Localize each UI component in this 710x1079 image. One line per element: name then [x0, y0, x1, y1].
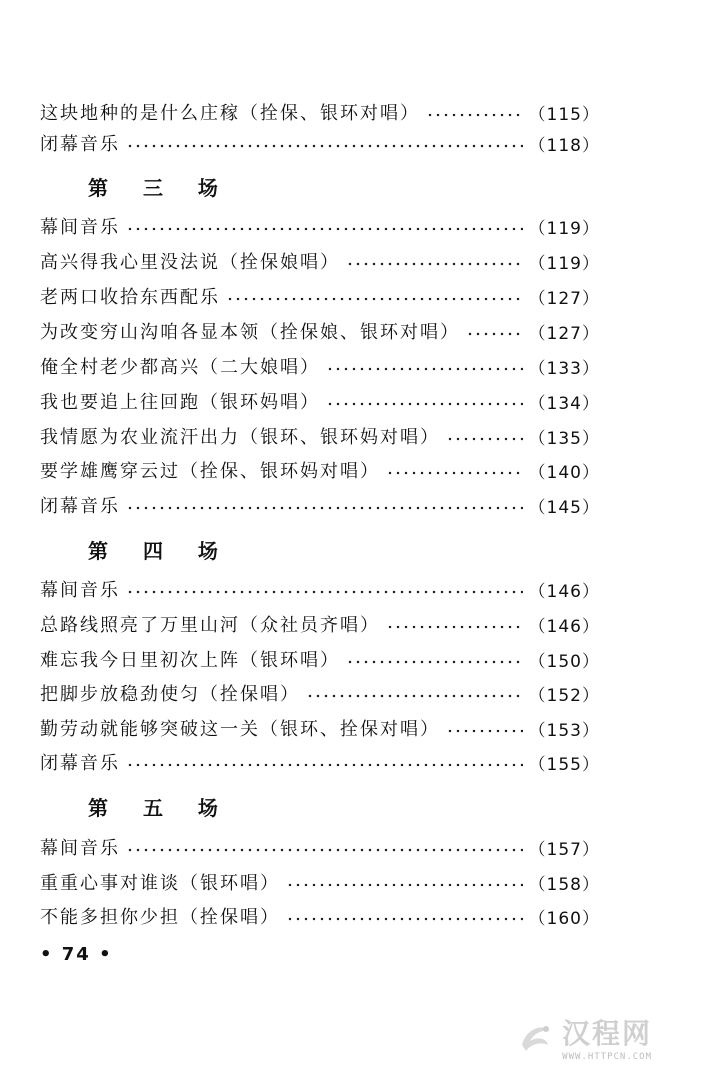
- toc-entry-title: 要学雄鹰穿云过（拴保、银环妈对唱）: [40, 461, 380, 482]
- toc-entry-title: 幕间音乐: [40, 838, 120, 859]
- toc-entry[interactable]: [40, 868, 600, 896]
- toc-entry[interactable]: [40, 422, 600, 450]
- toc-entry[interactable]: [40, 456, 600, 484]
- toc-entry[interactable]: [40, 833, 600, 861]
- toc-entry-title: 闭幕音乐: [40, 134, 120, 155]
- toc-entry[interactable]: [40, 902, 600, 930]
- toc-entry[interactable]: [40, 491, 600, 519]
- toc-entry-page: （127）: [528, 323, 600, 344]
- dot-leader: [386, 471, 523, 475]
- toc-entry-title: 总路线照亮了万里山河（众社员齐唱）: [40, 615, 380, 636]
- dot-leader: [346, 262, 523, 266]
- toc-entry-page: （145）: [528, 497, 600, 518]
- toc-entry-title: 俺全村老少都高兴（二大娘唱）: [40, 357, 320, 378]
- toc-entry-page: （118）: [528, 135, 600, 156]
- dot-leader: [426, 113, 523, 117]
- dot-leader: [346, 660, 523, 664]
- section-heading: 第 三 场: [88, 176, 232, 200]
- toc-entry-title: 老两口收拾东西配乐: [40, 287, 220, 308]
- dot-leader: [126, 227, 523, 231]
- toc-entry-page: （150）: [528, 651, 600, 672]
- dot-leader: [466, 332, 523, 336]
- toc-entry-title: 不能多担你少担（拴保唱）: [40, 907, 280, 928]
- dot-leader: [286, 883, 523, 887]
- toc-entry-page: （115）: [528, 104, 600, 125]
- toc-entry[interactable]: [40, 679, 600, 707]
- toc-entry[interactable]: [40, 610, 600, 638]
- dot-leader: [326, 367, 523, 371]
- toc-entry[interactable]: [40, 98, 600, 126]
- watermark-url: WWW.HTTPCN.COM: [562, 1052, 653, 1062]
- watermark-logo-icon: [516, 1019, 556, 1055]
- dot-leader: [126, 848, 523, 852]
- toc-entry-page: （146）: [528, 616, 600, 637]
- watermark-name: 汉程网: [562, 1017, 653, 1050]
- toc-entry-page: （135）: [528, 428, 600, 449]
- toc-entry-page: （153）: [528, 720, 600, 741]
- dot-leader: [126, 590, 523, 594]
- toc-entry-title: 我情愿为农业流汗出力（银环、银环妈对唱）: [40, 427, 440, 448]
- page-number: • 74 •: [40, 944, 113, 965]
- toc-entry-page: （133）: [528, 358, 600, 379]
- section-heading: 第 五 场: [88, 796, 232, 820]
- dot-leader: [286, 917, 523, 921]
- dot-leader: [126, 506, 523, 510]
- toc-entry-page: （119）: [528, 218, 600, 239]
- toc-entry-page: （134）: [528, 393, 600, 414]
- dot-leader: [446, 437, 523, 441]
- toc-entry-title: 幕间音乐: [40, 217, 120, 238]
- toc-entry-page: （119）: [528, 253, 600, 274]
- toc-entry[interactable]: [40, 212, 600, 240]
- toc-entry[interactable]: [40, 714, 600, 742]
- toc-entry-page: （146）: [528, 581, 600, 602]
- toc-entry-title: 把脚步放稳劲使匀（拴保唱）: [40, 684, 300, 705]
- toc-entry-page: （155）: [528, 754, 600, 775]
- watermark-text: [562, 1012, 652, 1062]
- toc-entry-title: 勤劳动就能够突破这一关（银环、拴保对唱）: [40, 719, 440, 740]
- dot-leader: [386, 625, 523, 629]
- dot-leader: [126, 144, 523, 148]
- toc-entry-page: （160）: [528, 908, 600, 929]
- dot-leader: [326, 402, 523, 406]
- toc-entry[interactable]: [40, 282, 600, 310]
- dot-leader: [446, 729, 523, 733]
- toc-entry[interactable]: [40, 352, 600, 380]
- toc-entry-title: 为改变穷山沟咱各显本领（拴保娘、银环对唱）: [40, 322, 460, 343]
- toc-entry-title: 重重心事对谁谈（银环唱）: [40, 873, 280, 894]
- toc-entry-title: 这块地种的是什么庄稼（拴保、银环对唱）: [40, 103, 420, 124]
- toc-entry-page: （157）: [528, 839, 600, 860]
- toc-entry-title: 幕间音乐: [40, 580, 120, 601]
- toc-entry[interactable]: [40, 129, 600, 157]
- toc-entry[interactable]: [40, 575, 600, 603]
- dot-leader: [306, 694, 523, 698]
- toc-entry[interactable]: [40, 317, 600, 345]
- toc-entry-page: （152）: [528, 685, 600, 706]
- toc-entry-title: 难忘我今日里初次上阵（银环唱）: [40, 650, 340, 671]
- dot-leader: [126, 763, 523, 767]
- dot-leader: [226, 297, 523, 301]
- toc-entry-page: （140）: [528, 462, 600, 483]
- section-heading: 第 四 场: [88, 539, 232, 563]
- toc-entry[interactable]: [40, 247, 600, 275]
- toc-entry[interactable]: [40, 387, 600, 415]
- toc-entry-title: 高兴得我心里没法说（拴保娘唱）: [40, 252, 340, 273]
- toc-entry[interactable]: [40, 645, 600, 673]
- toc-entry-title: 我也要追上往回跑（银环妈唱）: [40, 392, 320, 413]
- toc-entry-page: （127）: [528, 288, 600, 309]
- watermark: [516, 1015, 696, 1062]
- toc-entry-title: 闭幕音乐: [40, 753, 120, 774]
- toc-entry[interactable]: [40, 748, 600, 776]
- toc-entry-title: 闭幕音乐: [40, 496, 120, 517]
- toc-entry-page: （158）: [528, 874, 600, 895]
